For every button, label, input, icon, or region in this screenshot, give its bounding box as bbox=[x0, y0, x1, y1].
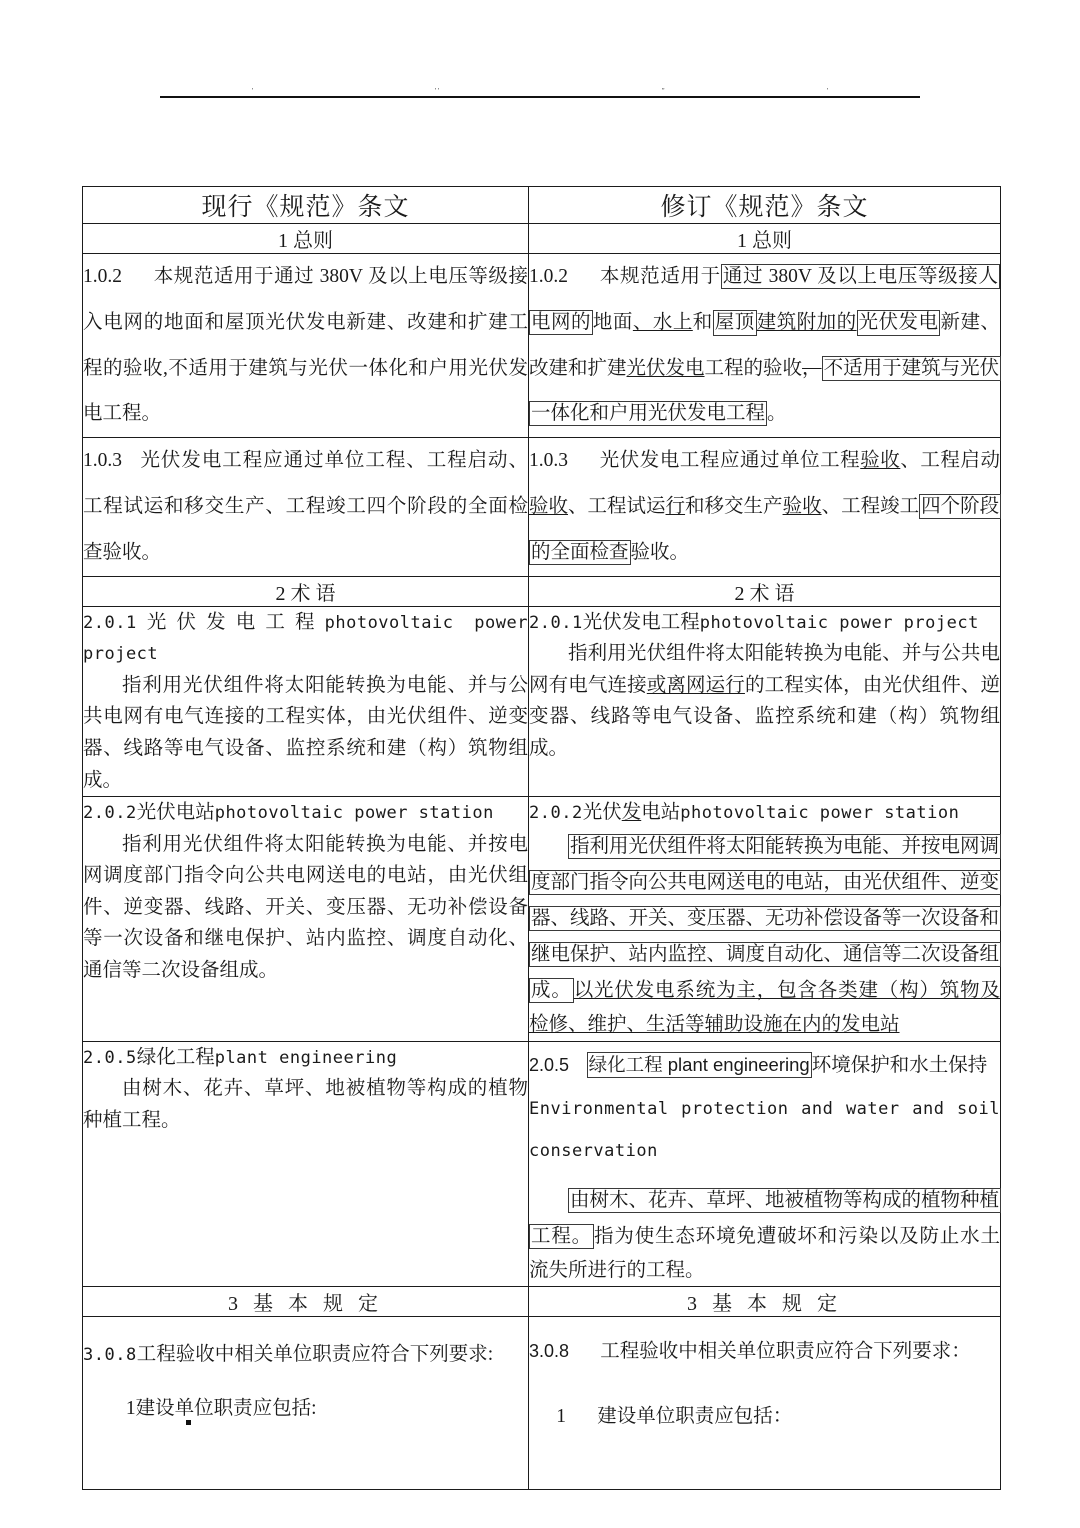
term-cn: 光伏发电工程 bbox=[136, 611, 325, 633]
term-2-0-1-revised bbox=[529, 606, 1001, 796]
text-plain: 指利用光伏组件将太阳能转换为电能、并与公共电网有电气连接 bbox=[529, 643, 1000, 696]
header-mark-4: ' bbox=[827, 87, 829, 95]
clause-text: 光伏发电工程应通过单位工程、工程启动、工程试运和移交生产、工程竣工四个阶段的全面检查验收。 bbox=[83, 450, 528, 563]
clause-number: 2.0.5 bbox=[529, 1054, 570, 1075]
table-row-1-0-3 bbox=[83, 438, 1001, 576]
clause-number: 2.0.5 bbox=[83, 1047, 137, 1068]
inserted-text-underline: 以光伏发电系统为主，包含各类建（构）筑物及检修、维护、生活等辅助设施在内的发电站 bbox=[529, 979, 1000, 1036]
text-plain: 地面 bbox=[592, 311, 633, 333]
text-plain: 、工程启动 bbox=[900, 450, 1000, 472]
term-2-0-5-revised bbox=[529, 1041, 1001, 1287]
deleted-term-box: 绿化工程 plant engineering bbox=[587, 1052, 812, 1078]
header-mark-3: '' bbox=[662, 87, 665, 95]
clause-number: 1.0.2 bbox=[529, 266, 568, 287]
text-plain: 和移交生产 bbox=[685, 496, 783, 518]
clause-1-0-3-revised bbox=[529, 438, 1001, 576]
chapter-row-1 bbox=[83, 224, 1001, 254]
table-row-2-0-5 bbox=[83, 1041, 1001, 1287]
deleted-text-box: 不适用于建筑与光伏一体化和户用光伏发电工程 bbox=[531, 357, 1000, 425]
chapter-1-left: 1 总则 bbox=[83, 224, 529, 254]
chapter-1-right: 1 总则 bbox=[529, 224, 1001, 254]
term-2-0-2-current bbox=[83, 797, 529, 1041]
deleted-comma: ， bbox=[802, 357, 822, 379]
item-text: 建设单位职责应包括: bbox=[135, 1397, 317, 1419]
clause-number: 1.0.3 bbox=[83, 450, 122, 472]
chapter-2-left: 2 术 语 bbox=[83, 576, 529, 606]
item-number: 1 bbox=[125, 1397, 136, 1419]
chapter-2-right: 2 术 语 bbox=[529, 576, 1001, 606]
deleted-text-box: 由树木、花卉、草坪、地被植物等构成的植物种植工程。 bbox=[531, 1189, 1000, 1247]
clause-1-0-2-current bbox=[83, 254, 529, 438]
text-plain: 、工程试运 bbox=[568, 496, 666, 518]
header-divider-rule bbox=[160, 96, 920, 98]
chapter-row-2 bbox=[83, 576, 1001, 606]
table-header-row bbox=[83, 187, 1001, 224]
clause-3-0-8-revised bbox=[529, 1317, 1001, 1490]
new-term-en: Environmental protection and water and soil conservation bbox=[529, 1099, 1000, 1162]
inserted-text-underline: 验收 bbox=[782, 496, 822, 518]
inserted-text-underline: 、水上 bbox=[632, 311, 693, 333]
clause-text: 工程验收中相关单位职责应符合下列要求: bbox=[136, 1344, 494, 1366]
column-header-current: 现行《规范》条文 bbox=[83, 187, 529, 224]
text-plain: 验收。 bbox=[630, 541, 690, 563]
inserted-text-underline: 光伏发电 bbox=[626, 357, 705, 379]
term-2-0-2-revised bbox=[529, 797, 1001, 1041]
text-plain: 和 bbox=[692, 311, 713, 333]
clause-text: 本规范适用于通过 380V 及以上电压等级接入电网的地面和屋顶光伏发电新建、改建和扩建工程的验收,不适用于建筑与光伏一体化和户用光伏发电工程。 bbox=[83, 266, 528, 425]
term-cn: 光伏 bbox=[582, 802, 622, 824]
inserted-text-underline: 发 bbox=[621, 802, 642, 824]
term-cn: 电站 bbox=[641, 802, 681, 824]
inserted-text-underline: 行 bbox=[665, 496, 686, 518]
header-mark-2: ' ' bbox=[435, 87, 440, 95]
stray-ink-dot bbox=[186, 1420, 191, 1425]
deleted-text-box: 指利用光伏组件将太阳能转换为电能、并按电网调度部门指令向公共电网送电的电站，由光伏组件、逆变器、线路、开关、变压器、无功补偿设备等一次设备和继电保护、站内监控、调度自动化、通信等二次设备组成。 bbox=[531, 835, 1000, 1001]
header-mark-1: ' bbox=[252, 87, 254, 95]
inserted-text-underline: 验收 bbox=[860, 450, 901, 472]
clause-number: 3.0.8 bbox=[529, 1341, 570, 1362]
deleted-text-box: 屋顶 bbox=[713, 310, 757, 336]
term-en: photovoltaic power project bbox=[83, 612, 528, 665]
running-header bbox=[160, 88, 920, 102]
item-number: 1 bbox=[556, 1406, 567, 1428]
term-2-0-1-current bbox=[83, 606, 529, 796]
clause-number: 2.0.2 bbox=[83, 803, 137, 824]
clause-number: 1.0.2 bbox=[83, 266, 122, 287]
term-en: photovoltaic power station bbox=[214, 803, 494, 824]
clause-number: 1.0.3 bbox=[529, 450, 568, 472]
term-definition: 指利用光伏组件将太阳能转换为电能、并与公共电网有电气连接的工程实体，由光伏组件、逆变器、线路等电气设备、监控系统和建（构）筑物组成。 bbox=[83, 674, 528, 791]
table-row-2-0-1 bbox=[83, 606, 1001, 796]
new-term-cn: 环境保护和水土保持 bbox=[811, 1054, 988, 1076]
term-definition: 由树木、花卉、草坪、地被植物等构成的植物种植工程。 bbox=[83, 1078, 528, 1131]
comparison-table bbox=[82, 186, 1001, 1490]
item-text: 建设单位职责应包括： bbox=[597, 1406, 793, 1428]
inserted-text-underline: 建筑附加的 bbox=[756, 311, 857, 333]
deleted-text-box: 四个阶段的全面检查 bbox=[531, 496, 1000, 563]
clause-number: 2.0.2 bbox=[529, 803, 583, 824]
term-en: plant engineering bbox=[214, 1047, 398, 1068]
term-cn: 绿化工程 bbox=[136, 1046, 215, 1068]
table-row-2-0-2 bbox=[83, 797, 1001, 1041]
term-2-0-5-current bbox=[83, 1041, 529, 1287]
term-definition: 指利用光伏组件将太阳能转换为电能、并按电网调度部门指令向公共电网送电的电站，由光伏组件、逆变器、线路、开关、变压器、无功补偿设备等一次设备和继电保护、站内监控、调度自动化、通信等二次设备组成。 bbox=[83, 833, 528, 982]
clause-3-0-8-current bbox=[83, 1317, 529, 1490]
clause-number: 2.0.1 bbox=[83, 612, 137, 633]
deleted-text-box: 通过 380V 及以上电压等级接人电网的 bbox=[531, 266, 998, 333]
clause-text: 工程验收中相关单位职责应符合下列要求： bbox=[600, 1341, 971, 1363]
chapter-3-left: 3 基 本 规 定 bbox=[83, 1287, 529, 1317]
table-row-3-0-8 bbox=[83, 1317, 1001, 1490]
header-ghost-marks bbox=[160, 86, 920, 96]
term-en: photovoltaic power station bbox=[680, 803, 960, 824]
term-cn: 光伏发电工程 bbox=[582, 611, 700, 633]
text-plain: 。 bbox=[767, 403, 787, 425]
text-plain: 光伏发电工程应通过单位工程 bbox=[599, 450, 861, 472]
clause-number: 3.0.8 bbox=[83, 1345, 137, 1366]
text-plain: 新建、改建和扩建 bbox=[529, 311, 1000, 379]
column-header-revised: 修订《规范》条文 bbox=[529, 187, 1001, 224]
inserted-text-underline: 验收 bbox=[529, 496, 569, 518]
clause-1-0-3-current bbox=[83, 438, 529, 576]
table-row-1-0-2 bbox=[83, 254, 1001, 438]
clause-number: 2.0.1 bbox=[529, 612, 583, 633]
text-plain: 工程的验收 bbox=[704, 357, 803, 379]
text-plain: 、工程竣工 bbox=[821, 496, 920, 518]
inserted-text-underline: 或离网运行 bbox=[646, 674, 745, 696]
text-plain: 本规范适用于 bbox=[599, 266, 721, 287]
term-en: photovoltaic power project bbox=[699, 612, 979, 633]
chapter-3-right: 3 基 本 规 定 bbox=[529, 1287, 1001, 1317]
chapter-row-3 bbox=[83, 1287, 1001, 1317]
deleted-text-box: 光伏发电 bbox=[857, 310, 941, 336]
text-plain: 的工程实体，由光伏组件、逆变器、线路等电气设备、监控系统和建（构）筑物组成。 bbox=[529, 674, 1000, 759]
new-definition: 指为使生态环境免遭破坏和污染以及防止水土流失所进行的工程。 bbox=[529, 1225, 1000, 1281]
clause-1-0-2-revised bbox=[529, 254, 1001, 438]
term-cn: 光伏电站 bbox=[136, 802, 215, 824]
